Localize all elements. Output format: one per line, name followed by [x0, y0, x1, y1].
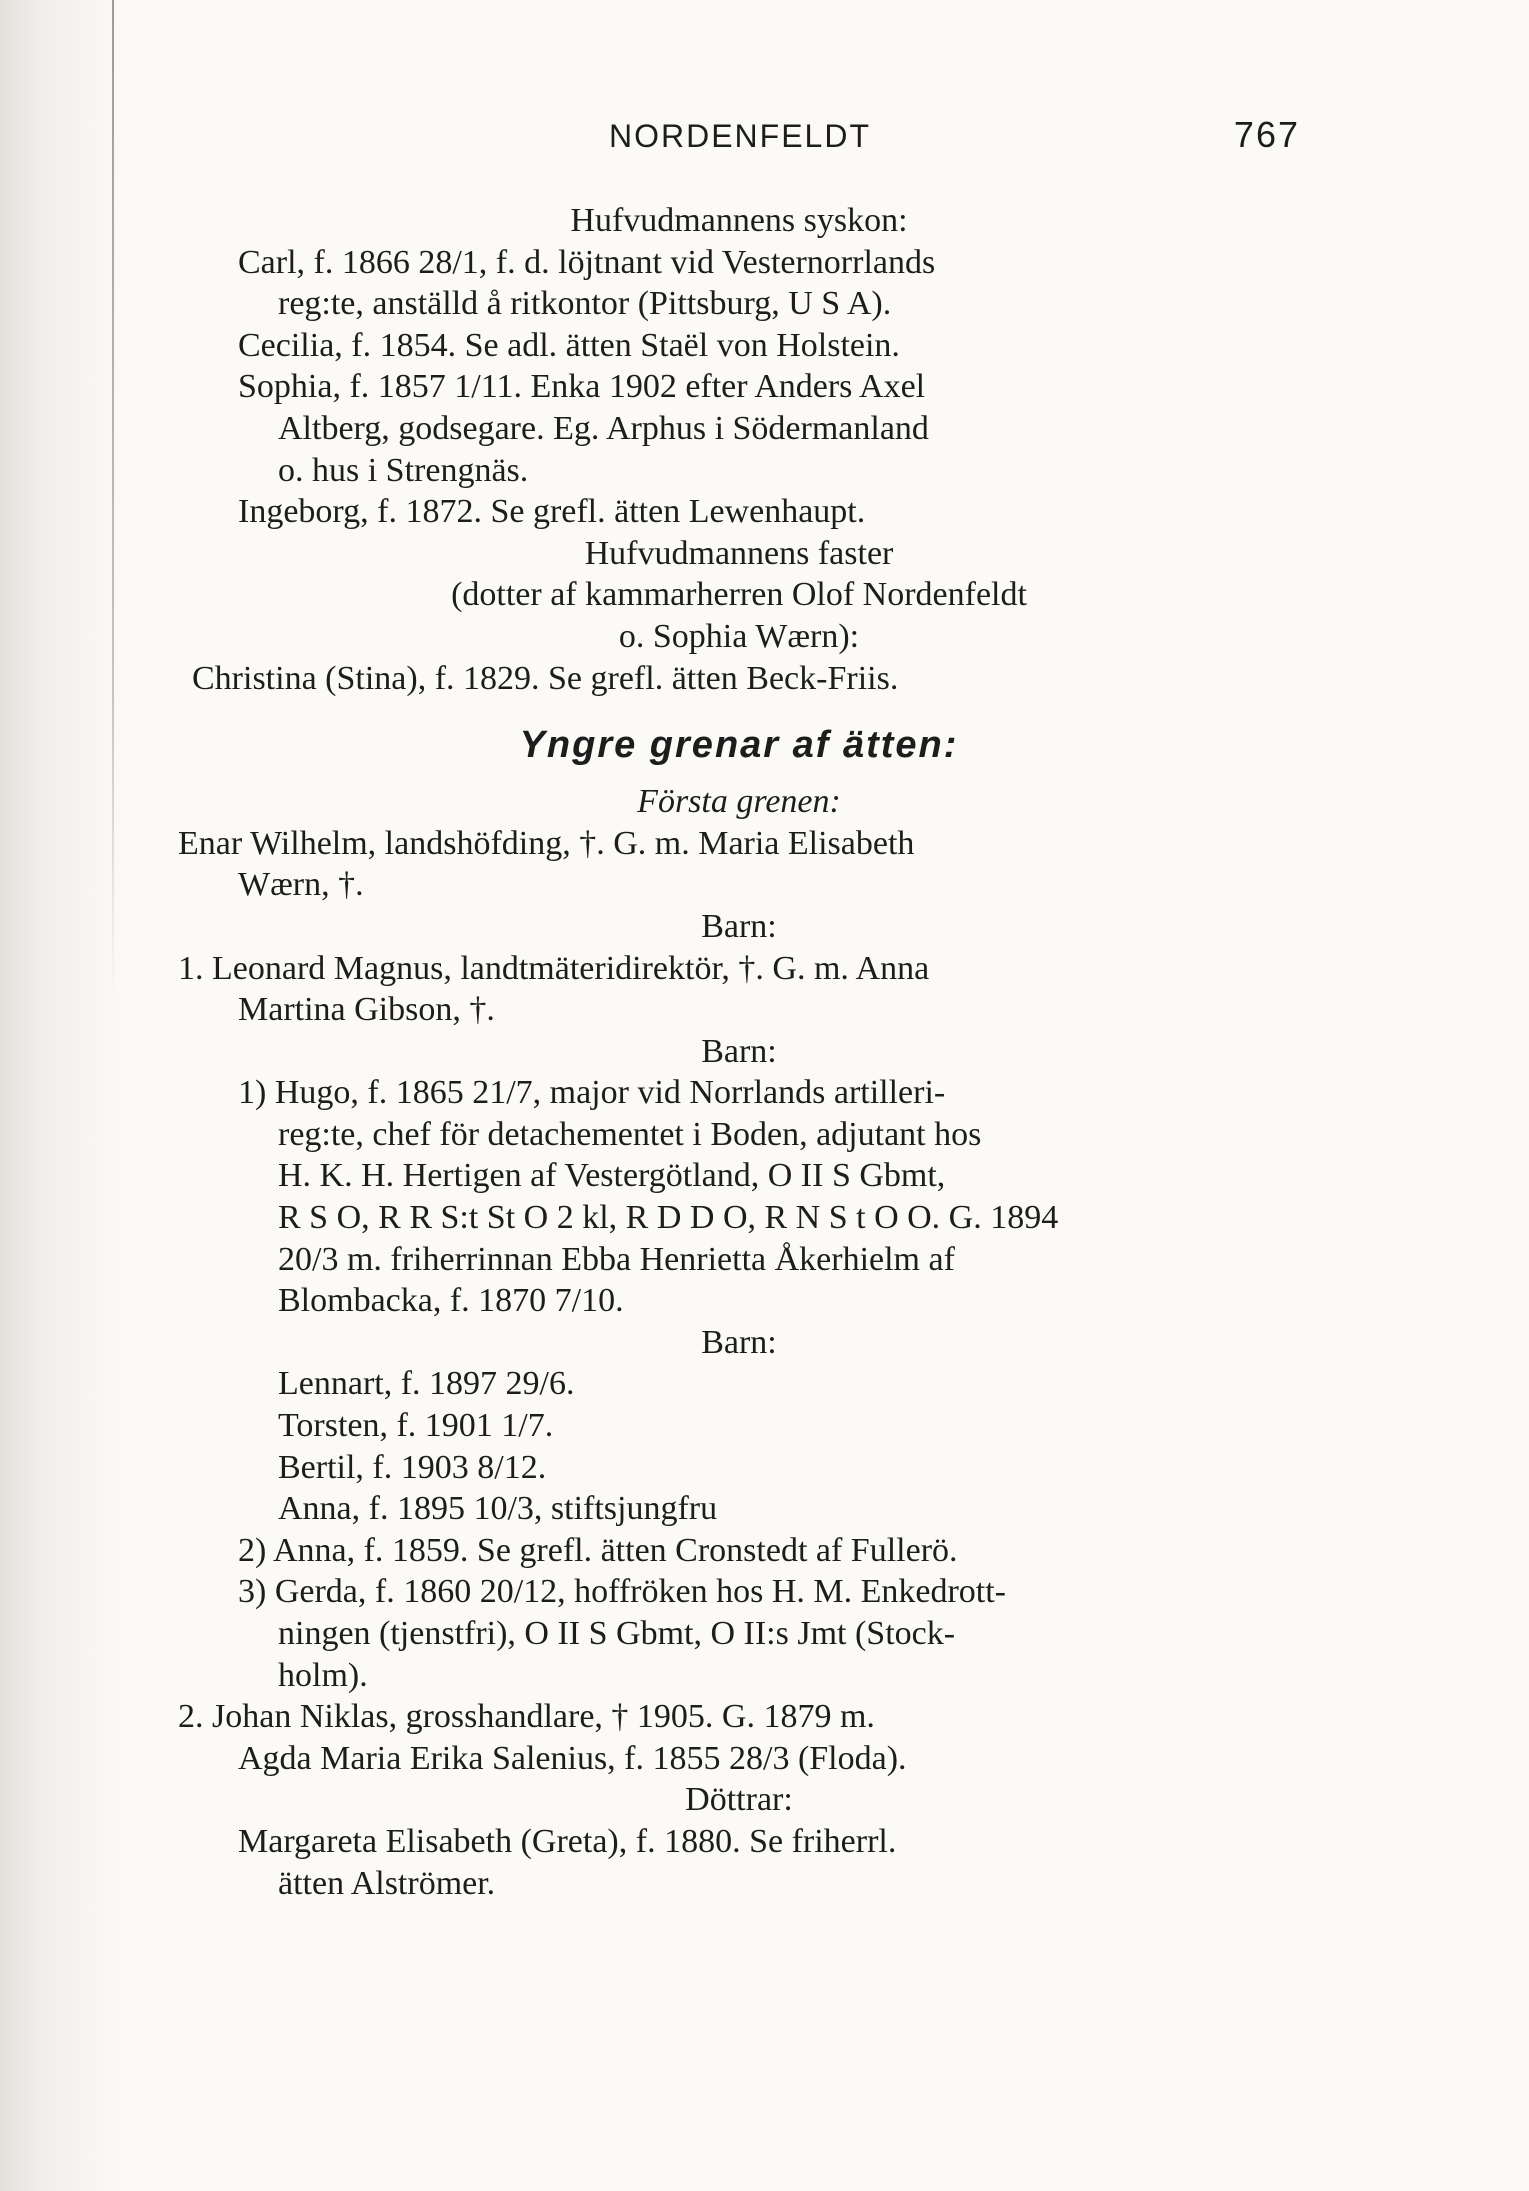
section-heading-aunt: Hufvudmannens faster: [584, 534, 894, 572]
entry-enar-cont: Wærn, †.: [238, 866, 364, 904]
page-number: 767: [1233, 114, 1300, 155]
entry-hugo: 1) Hugo, f. 1865 21/7, major vid Norrlands artilleri-: [238, 1074, 946, 1112]
aunt-parentage-cont: o. Sophia Wærn):: [618, 617, 860, 655]
entry-christina: Christina (Stina), f. 1829. Se grefl. ätten Beck-Friis.: [192, 659, 899, 697]
entry-johan: 2. Johan Niklas, grosshandlare, † 1905. G. 1879 m.: [178, 1698, 875, 1736]
entry-bertil: Bertil, f. 1903 8/12.: [278, 1448, 547, 1486]
entry-gerda: 3) Gerda, f. 1860 20/12, hoffröken hos H. M. Enkedrott-: [238, 1573, 1007, 1611]
entry-hugo-cont-2: H. K. H. Hertigen af Vestergötland, O II S Gbmt,: [278, 1157, 946, 1195]
aunt-parentage: (dotter af kammarherren Olof Nordenfeldt: [451, 576, 1027, 614]
entry-gerda-cont-2: holm).: [278, 1656, 368, 1694]
subheading-first-branch: Första grenen:: [637, 783, 841, 821]
entry-cecilia: Cecilia, f. 1854. Se adl. ätten Staël von Holstein.: [238, 326, 900, 364]
genealogy-text: [178, 200, 1300, 1904]
entry-lennart: Lennart, f. 1897 29/6.: [278, 1365, 575, 1403]
entry-sophia-cont-2: o. hus i Strengnäs.: [278, 451, 529, 489]
entry-margareta-cont: ätten Alströmer.: [278, 1864, 496, 1902]
entry-carl-cont: reg:te, anställd å ritkontor (Pittsburg, U S A).: [278, 285, 892, 323]
running-title: NORDENFELDT: [608, 118, 871, 154]
entry-gerda-cont-1: ningen (tjenstfri), O II S Gbmt, O II:s Jmt (Stock-: [278, 1615, 956, 1652]
binding-edge: [112, 0, 114, 1000]
entry-enar: Enar Wilhelm, landshöfding, †. G. m. Maria Elisabeth: [178, 824, 915, 862]
entry-anna: 2) Anna, f. 1859. Se grefl. ätten Cronstedt af Fullerö.: [238, 1531, 958, 1569]
section-heading-younger-branches: Yngre grenar af ätten:: [519, 724, 959, 767]
entry-margareta: Margareta Elisabeth (Greta), f. 1880. Se friherrl.: [238, 1822, 897, 1860]
page-header: [180, 110, 1300, 160]
label-children-2: Barn:: [701, 1032, 777, 1070]
label-daughters: Döttrar:: [685, 1781, 793, 1819]
section-heading-siblings: Hufvudmannens syskon:: [570, 202, 908, 239]
book-spine-shadow: [0, 0, 130, 2191]
entry-leonard: 1. Leonard Magnus, landtmäteridirektör, †. G. m. Anna: [178, 949, 930, 987]
entry-carl: Carl, f. 1866 28/1, f. d. löjtnant vid Vesternorrlands: [238, 243, 936, 281]
entry-ingeborg: Ingeborg, f. 1872. Se grefl. ätten Lewenhaupt.: [238, 493, 866, 531]
entry-hugo-cont-5: Blombacka, f. 1870 7/10.: [278, 1282, 624, 1320]
label-children: Barn:: [701, 907, 777, 945]
label-children-3: Barn:: [701, 1323, 777, 1361]
entry-leonard-cont: Martina Gibson, †.: [238, 991, 495, 1029]
entry-sophia-cont: Altberg, godsegare. Eg. Arphus i Södermanland: [278, 409, 929, 447]
entry-hugo-cont-3: R S O, R R S:t St O 2 kl, R D D O, R N S t O O. G. 1894: [278, 1199, 1059, 1237]
entry-sophia: Sophia, f. 1857 1/11. Enka 1902 efter Anders Axel: [238, 368, 926, 406]
entry-hugo-cont-4: 20/3 m. friherrinnan Ebba Henrietta Åkerhielm af: [278, 1240, 955, 1278]
entry-hugo-cont-1: reg:te, chef för detachementet i Boden, adjutant hos: [278, 1115, 982, 1153]
entry-johan-cont: Agda Maria Erika Salenius, f. 1855 28/3 (Floda).: [238, 1739, 907, 1777]
entry-anna-jr: Anna, f. 1895 10/3, stiftsjungfru: [278, 1490, 718, 1528]
entry-torsten: Torsten, f. 1901 1/7.: [278, 1407, 554, 1445]
